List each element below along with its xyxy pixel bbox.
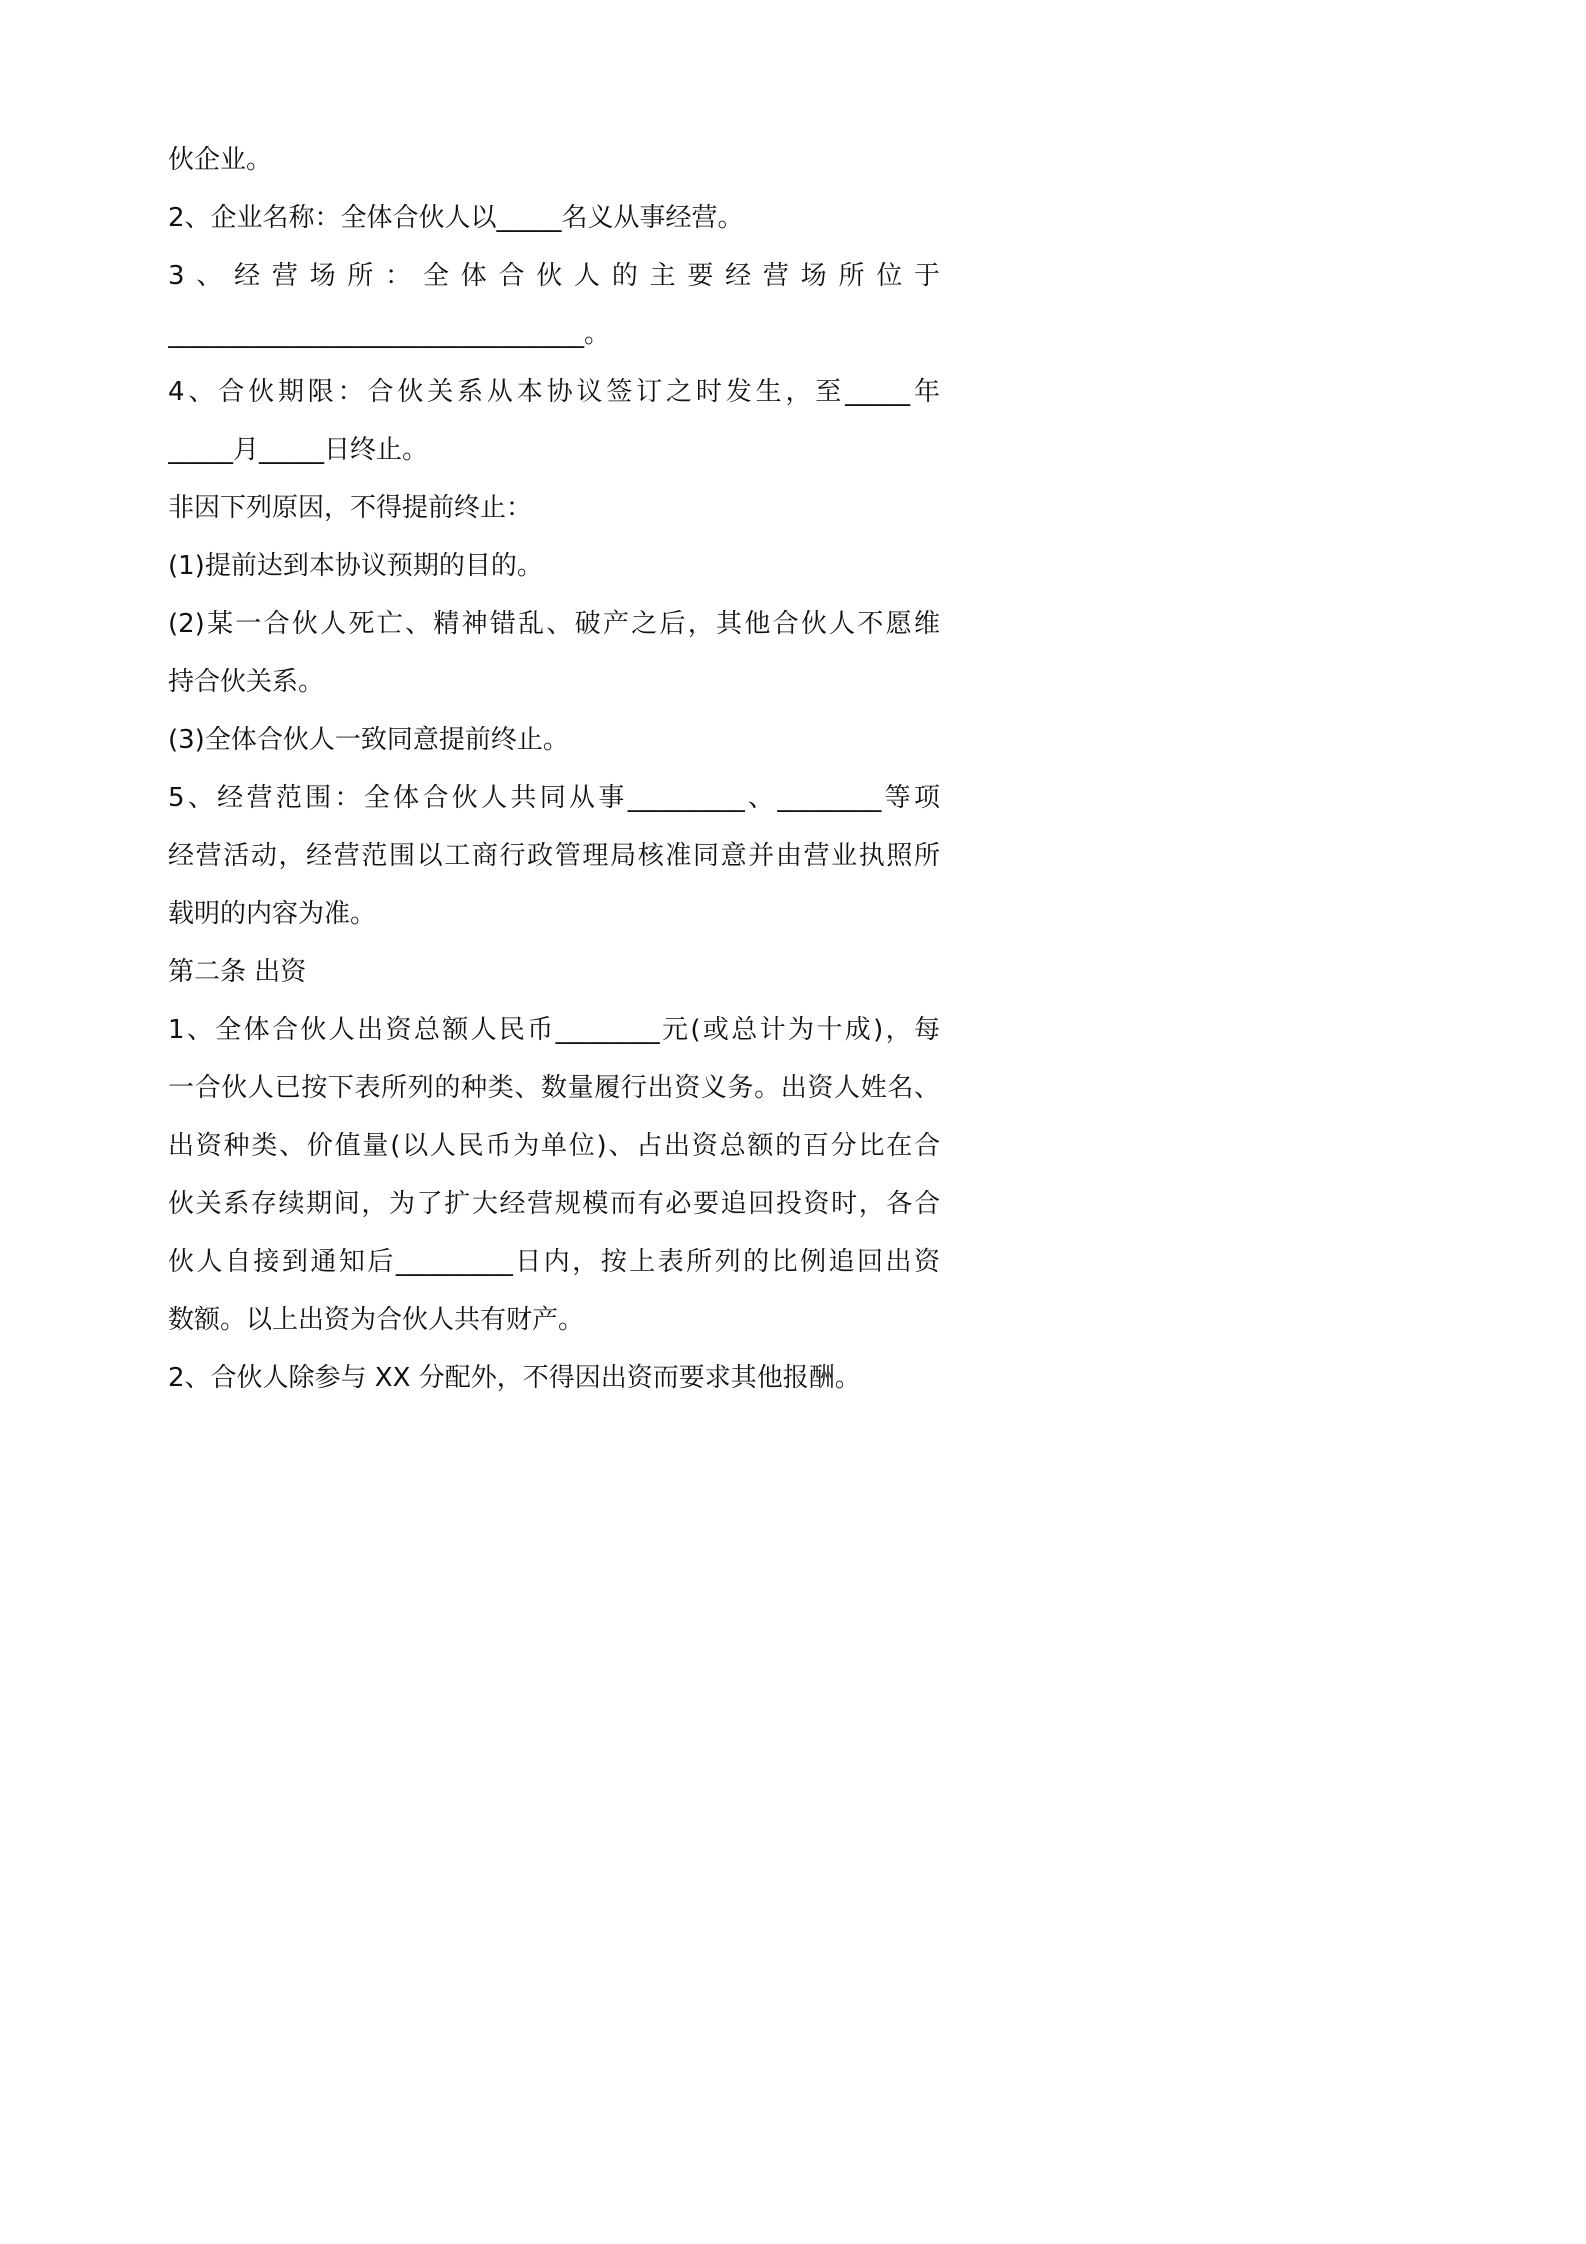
text-line: ________________________________。 <box>168 319 611 349</box>
text-line: 伙人自接到通知后_________日内，按上表所列的比例追回出资 <box>168 1247 940 1277</box>
text-line: (1)提前达到本协议预期的目的。 <box>168 551 543 581</box>
text-line: 非因下列原因，不得提前终止： <box>168 493 533 523</box>
text-line: (2)某一合伙人死亡、精神错乱、破产之后，其他合伙人不愿维 <box>168 609 940 639</box>
text-line: 一合伙人已按下表所列的种类、数量履行出资义务。出资人姓名、 <box>168 1073 940 1103</box>
text-line: 载明的内容为准。 <box>168 899 377 929</box>
document-page <box>168 131 940 1407</box>
text-line: 伙关系存续期间，为了扩大经营规模而有必要追回投资时，各合 <box>168 1189 940 1219</box>
text-line: 经营活动，经营范围以工商行政管理局核准同意并由营业执照所 <box>168 841 940 871</box>
text-line: _____月_____日终止。 <box>168 435 429 465</box>
text-line: 出资种类、价值量(以人民币为单位)、占出资总额的百分比在合 <box>168 1131 940 1161</box>
text-line: 数额。以上出资为合伙人共有财产。 <box>168 1305 585 1335</box>
text-line: 伙企业。 <box>168 145 273 175</box>
text-line: 1、全体合伙人出资总额人民币________元(或总计为十成)，每 <box>168 1015 940 1045</box>
text-line: (3)全体合伙人一致同意提前终止。 <box>168 725 569 755</box>
text-line: 2、合伙人除参与 XX 分配外，不得因出资而要求其他报酬。 <box>168 1363 861 1393</box>
text-line: 5、经营范围：全体合伙人共同从事_________、________等项 <box>168 783 940 813</box>
section-heading: 第二条 出资 <box>168 957 307 987</box>
text-line: 持合伙关系。 <box>168 667 325 697</box>
text-line: 4、合伙期限：合伙关系从本协议签订之时发生，至_____年 <box>168 377 940 407</box>
text-line: 2、企业名称：全体合伙人以_____名义从事经营。 <box>168 203 744 233</box>
text-line: 3、经营场所：全体合伙人的主要经营场所位于 <box>168 261 940 291</box>
